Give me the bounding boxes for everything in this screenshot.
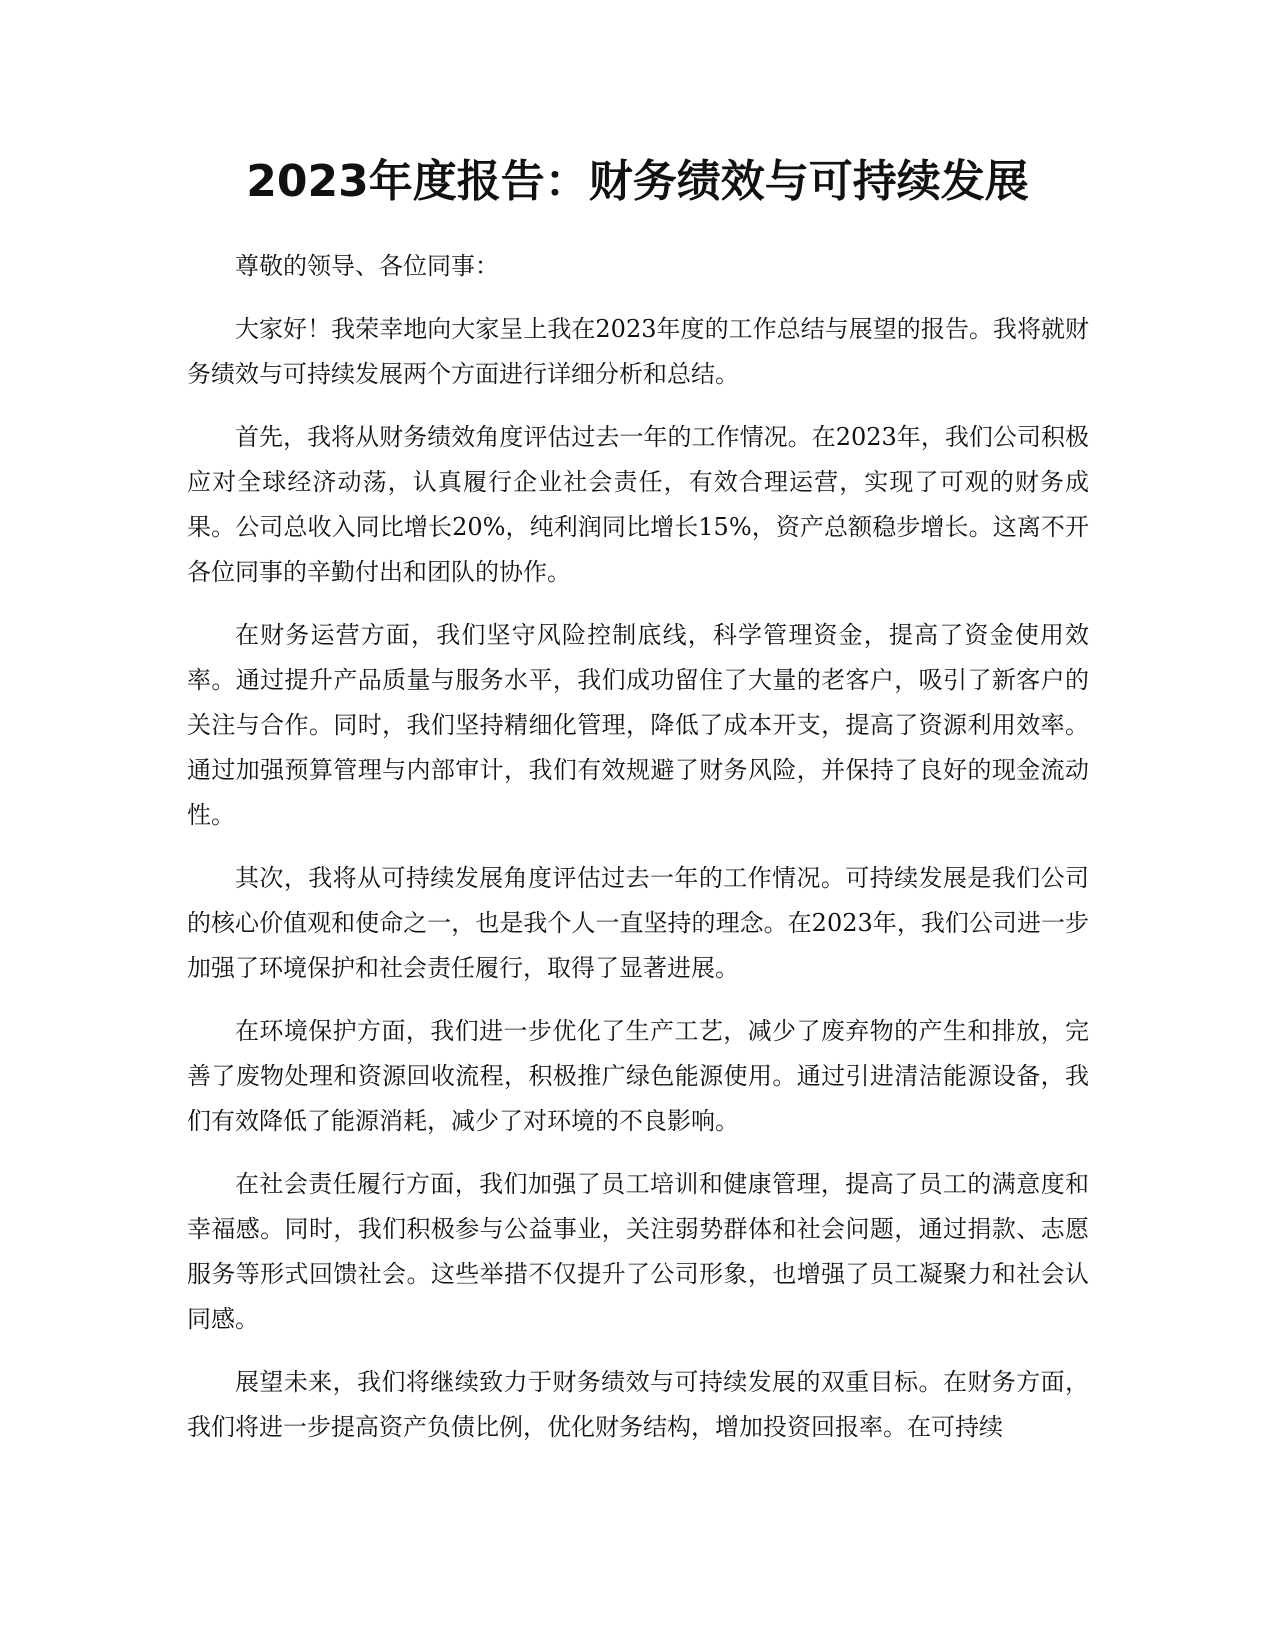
paragraph-environmental-protection: 在环境保护方面，我们进一步优化了生产工艺，减少了废弃物的产生和排放，完善了废物处理和资源回收流程，积极推广绿色能源使用。通过引进清洁能源设备，我们有效降低了能源消耗，减少了对环境的不良影响。	[187, 1017, 1089, 1135]
paragraph-sustainability-overview: 其次，我将从可持续发展角度评估过去一年的工作情况。可持续发展是我们公司的核心价值观和使命之一，也是我个人一直坚持的理念。在2023年，我们公司进一步加强了环境保护和社会责任履行，取得了显著进展。	[187, 864, 1089, 982]
paragraph-financial-overview: 首先，我将从财务绩效角度评估过去一年的工作情况。在2023年，我们公司积极应对全球经济动荡，认真履行企业社会责任，有效合理运营，实现了可观的财务成果。公司总收入同比增长20%，纯利润同比增长15%，资产总额稳步增长。这离不开各位同事的辛勤付出和团队的协作。	[187, 423, 1089, 586]
paragraph-outlook: 展望未来，我们将继续致力于财务绩效与可持续发展的双重目标。在财务方面，我们将进一步提高资产负债比例，优化财务结构，增加投资回报率。在可持续	[187, 1368, 1089, 1441]
page-title: 2023年度报告：财务绩效与可持续发展	[246, 156, 1029, 207]
paragraph-intro: 大家好！我荣幸地向大家呈上我在2023年度的工作总结与展望的报告。我将就财务绩效与可持续发展两个方面进行详细分析和总结。	[187, 315, 1089, 388]
salutation: 尊敬的领导、各位同事：	[235, 252, 499, 280]
paragraph-social-responsibility: 在社会责任履行方面，我们加强了员工培训和健康管理，提高了员工的满意度和幸福感。同时，我们积极参与公益事业，关注弱势群体和社会问题，通过捐款、志愿服务等形式回馈社会。这些举措不仅提升了公司形象，也增强了员工凝聚力和社会认同感。	[187, 1170, 1089, 1333]
paragraph-financial-operations: 在财务运营方面，我们坚守风险控制底线，科学管理资金，提高了资金使用效率。通过提升产品质量与服务水平，我们成功留住了大量的老客户，吸引了新客户的关注与合作。同时，我们坚持精细化管理，降低了成本开支，提高了资源利用效率。通过加强预算管理与内部审计，我们有效规避了财务风险，并保持了良好的现金流动性。	[187, 621, 1089, 829]
document-body	[187, 244, 1089, 1468]
